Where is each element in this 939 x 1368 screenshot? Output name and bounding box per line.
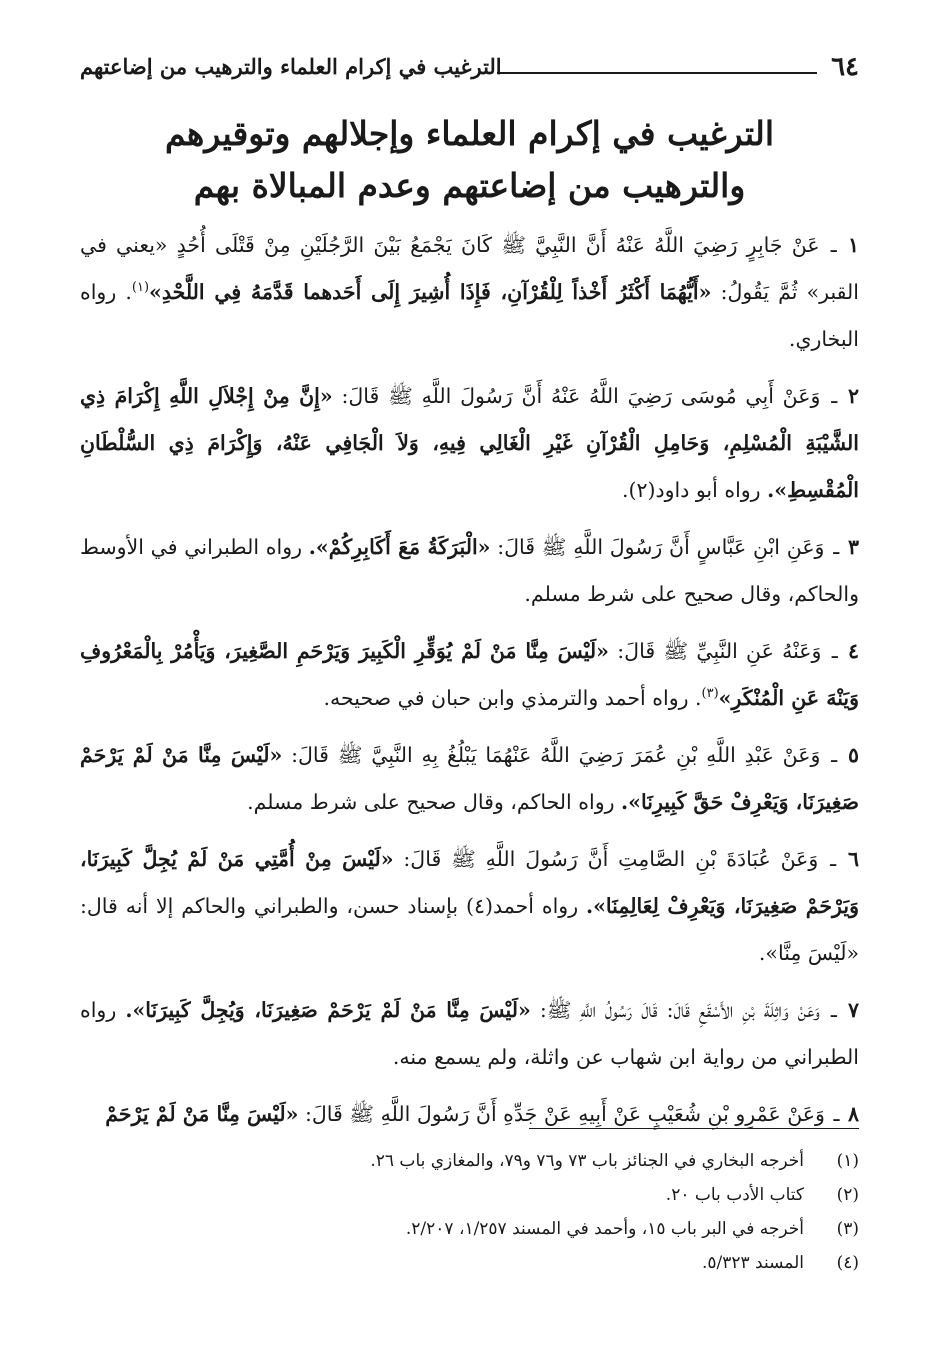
hadith-source: رواه أبو داود(٢).: [621, 478, 761, 502]
hadith-number: ٨: [847, 1102, 859, 1126]
hadith-quote: «لَيْسَ مِنَّا مَنْ لَمْ يَرْحَمْ صَغِيرَنَا، وَيُجِلَّ كَبِيرَنَا».: [125, 998, 531, 1022]
footnote-text: كتاب الأدب باب ٢٠.: [665, 1185, 804, 1205]
page-number: ٦٤: [831, 52, 859, 82]
footnote-3: [239, 1212, 859, 1246]
hadith-number: ٦: [847, 847, 859, 871]
hadith-1: ١ ـ عَنْ جَابِرٍ رَضِيَ اللَّهُ عَنْهُ أَنَّ النَّبِيَّ ﷺ كَانَ يَجْمَعُ بَيْنَ الرَّجُلَيْنِ مِنْ قَتْلَى أُحُدٍ «يعني في القبر» ثُمَّ يَقُولُ: «أَيُّهُمَا أَكْثَرُ أَخْذاً لِلْقُرْآنِ، فَإِذَا أُشِيرَ إِلَى أَحَدهما قَدَّمَهُ فِي اللَّحْدِ»$^{(١)}$. رواه البخاري.: [80, 233, 859, 351]
footnote-rule: [529, 1128, 859, 1129]
hadith-number: ٤: [847, 639, 859, 663]
footnote-number: (١): [836, 1151, 859, 1171]
footnote-ref: (٣): [701, 686, 719, 702]
footnote-number: (٢): [836, 1185, 859, 1205]
footnote-ref: (١): [131, 280, 150, 296]
hadith-source: رواه الطبراني من رواية ابن شهاب عن واثلة، ولم يسمع منه.: [80, 998, 859, 1069]
hadith-number: ٣: [847, 535, 859, 559]
footnote-4: [239, 1246, 859, 1280]
hadith-narration: عَنْ جَابِرٍ رَضِيَ اللَّهُ عَنْهُ أَنَّ النَّبِيَّ ﷺ كَانَ يَجْمَعُ بَيْنَ الرَّجُلَيْنِ مِنْ قَتْلَى أُحُدٍ «يعني في القبر» ثُمَّ يَقُولُ:: [80, 233, 859, 304]
footnote-number: (٤): [836, 1253, 859, 1273]
hadith-quote: «لَيْسَ مِنَّا مَنْ لَمْ يَرْحَمْ: [105, 1102, 299, 1126]
chapter-title: [80, 108, 859, 212]
hadith-source: . رواه أحمد والترمذي وابن حبان في صحيحه.: [323, 686, 702, 710]
hadith-2: ٢ ـ وَعَنْ أَبِي مُوسَى رَضِيَ اللَّهُ عَنْهُ أَنَّ رَسُولَ اللَّهِ ﷺ قَالَ: «إِنَّ مِنْ إِجْلاَلِ اللَّهِ إِكْرَامَ ذِي الشَّيْبَةِ الْمُسْلِمِ، وَحَامِلِ الْقُرْآنِ غَيْرِ الْغَالِي فِيهِ، وَلاَ الْجَافِي عَنْهُ، وَإِكْرَامَ ذِي السُّلْطَانِ الْمُقْسِطِ». رواه أبو داود(٢).: [80, 384, 859, 502]
footnote-1: [239, 1144, 859, 1178]
hadith-number: ٧: [847, 998, 859, 1022]
hadith-4: ٤ ـ وَعَنْهُ عَنِ النَّبِيِّ ﷺ قَالَ: «لَيْسَ مِنَّا مَنْ لَمْ يُوَقِّرِ الْكَبِيرَ وَيَرْحَمِ الصَّغِيرَ، وَيَأْمُرْ بِالْمَعْرُوفِ وَيَنْهَ عَنِ الْمُنْكَرِ»$^{(٣)}$. رواه أحمد والترمذي وابن حبان في صحيحه.: [80, 639, 859, 710]
footnote-text: أخرجه في البر باب ١٥، وأحمد في المسند ١/٢٥٧، ٢/٢٠٧.: [405, 1219, 804, 1239]
footnote-2: [239, 1178, 859, 1212]
running-header: [80, 52, 859, 90]
hadith-quote: «الْبَرَكَةُ مَعَ أَكَابِرِكُمْ».: [308, 535, 491, 559]
hadith-quote: «لَيْسَ مِنْ أُمَّتِي مَنْ لَمْ يُجِلَّ كَبِيرَنَا، وَيَرْحَمْ صَغِيرَنَا، وَيَعْرِفْ لِعَالِمِنَا».: [80, 847, 859, 918]
hadith-8: ٨ ـ وَعَنْ عَمْرِو بْنِ شُعَيْبٍ عَنْ أَبِيهِ عَنْ جَدِّهِ أَنَّ رَسُولَ اللَّهِ ﷺ قَالَ: «لَيْسَ مِنَّا مَنْ لَمْ يَرْحَمْ: [105, 1102, 859, 1126]
hadith-list: [80, 222, 859, 1148]
hadith-number: ٥: [847, 743, 859, 767]
hadith-quote: «لَيْسَ مِنَّا مَنْ لَمْ يُوَقِّرِ الْكَبِيرَ وَيَرْحَمِ الصَّغِيرَ، وَيَأْمُرْ بِالْمَعْرُوفِ وَيَنْهَ عَنِ الْمُنْكَرِ»: [80, 639, 859, 710]
running-title: الترغيب في إكرام العلماء والترهيب من إضاعتهم: [80, 54, 502, 79]
footnote-text: المسند ٥/٣٢٣.: [701, 1253, 804, 1273]
hadith-5: ٥ ـ وَعَنْ عَبْدِ اللَّهِ بْنِ عُمَرَ رَضِيَ اللَّهُ عَنْهُمَا يَبْلُغُ بِهِ النَّبِيَّ ﷺ قَالَ: «لَيْسَ مِنَّا مَنْ لَمْ يَرْحَمْ صَغِيرَنَا، وَيَعْرِفْ حَقَّ كَبِيرِنَا». رواه الحاكم، وقال صحيح على شرط مسلم.: [80, 743, 859, 814]
header-rule: [497, 72, 817, 74]
hadith-narration: وَعَنْ وَاثِلَةَ بْنِ الأَسْقَعِ قَالَ: قَالَ رَسُولُ اللَّهِ ﷺ:: [539, 998, 820, 1022]
hadith-3: ٣ ـ وَعَنِ ابْنِ عَبَّاسٍ أَنَّ رَسُولَ اللَّهِ ﷺ قَالَ: «الْبَرَكَةُ مَعَ أَكَابِرِكُمْ». رواه الطبراني في الأوسط والحاكم، وقال صحيح على شرط مسلم.: [80, 535, 859, 606]
hadith-6: ٦ ـ وَعَنْ عُبَادَةَ بْنِ الصَّامِتِ أَنَّ رَسُولَ اللَّهِ ﷺ قَالَ: «لَيْسَ مِنْ أُمَّتِي مَنْ لَمْ يُجِلَّ كَبِيرَنَا، وَيَرْحَمْ صَغِيرَنَا، وَيَعْرِفْ لِعَالِمِنَا». رواه أحمد(٤) بإسناد حسن، والطبراني والحاكم إلا أنه قال: «لَيْسَ مِنَّا».: [80, 847, 859, 965]
hadith-narration: وَعَنْهُ عَنِ النَّبِيِّ ﷺ قَالَ:: [617, 639, 822, 663]
hadith-narration: وَعَنْ عَمْرِو بْنِ شُعَيْبٍ عَنْ أَبِيهِ عَنْ جَدِّهِ أَنَّ رَسُولَ اللَّهِ ﷺ قَالَ:: [304, 1102, 825, 1126]
hadith-source: رواه أحمد(٤) بإسناد حسن، والطبراني والحاكم إلا أنه قال: «لَيْسَ مِنَّا».: [80, 894, 859, 965]
hadith-quote: «إِنَّ مِنْ إِجْلاَلِ اللَّهِ إِكْرَامَ ذِي الشَّيْبَةِ الْمُسْلِمِ، وَحَامِلِ الْقُرْآنِ غَيْرِ الْغَالِي فِيهِ، وَلاَ الْجَافِي عَنْهُ، وَإِكْرَامَ ذِي السُّلْطَانِ الْمُقْسِطِ».: [80, 384, 859, 502]
hadith-source: رواه الحاكم، وقال صحيح على شرط مسلم.: [247, 790, 615, 814]
hadith-quote: «أَيُّهُمَا أَكْثَرُ أَخْذاً لِلْقُرْآنِ، فَإِذَا أُشِيرَ إِلَى أَحَدهما قَدَّمَهُ فِي اللَّحْدِ»: [149, 280, 712, 304]
hadith-narration: وَعَنْ عَبْدِ اللَّهِ بْنِ عُمَرَ رَضِيَ اللَّهُ عَنْهُمَا يَبْلُغُ بِهِ النَّبِيَّ ﷺ قَالَ:: [291, 743, 821, 767]
hadith-7: ٧ ـ وَعَنْ وَاثِلَةَ بْنِ الأَسْقَعِ قَالَ: قَالَ رَسُولُ اللَّهِ ﷺ: «لَيْسَ مِنَّا مَنْ لَمْ يَرْحَمْ صَغِيرَنَا، وَيُجِلَّ كَبِيرَنَا». رواه الطبراني من رواية ابن شهاب عن واثلة، ولم يسمع منه.: [80, 998, 859, 1069]
chapter-title-line-1: الترغيب في إكرام العلماء وإجلالهم وتوقيرهم: [164, 114, 775, 153]
hadith-narration: وَعَنِ ابْنِ عَبَّاسٍ أَنَّ رَسُولَ اللَّهِ ﷺ قَالَ:: [497, 535, 825, 559]
hadith-quote: «لَيْسَ مِنَّا مَنْ لَمْ يَرْحَمْ صَغِيرَنَا، وَيَعْرِفْ حَقَّ كَبِيرِنَا».: [80, 743, 859, 814]
hadith-source: رواه البخاري.: [80, 280, 859, 351]
footnote-text: أخرجه البخاري في الجنائز باب ٧٣ و٧٦ و٧٩، والمغازي باب ٢٦.: [370, 1151, 804, 1171]
hadith-source: رواه الطبراني في الأوسط والحاكم، وقال صحيح على شرط مسلم.: [80, 535, 859, 606]
hadith-number: ٢: [847, 384, 859, 408]
hadith-narration: وَعَنْ أَبِي مُوسَى رَضِيَ اللَّهُ عَنْهُ أَنَّ رَسُولَ اللَّهِ ﷺ قَالَ:: [341, 384, 821, 408]
chapter-title-line-2: والترهيب من إضاعتهم وعدم المبالاة بهم: [193, 166, 746, 205]
footnotes: [239, 1144, 859, 1280]
footnote-number: (٣): [836, 1219, 859, 1239]
hadith-number: ١: [847, 233, 859, 257]
hadith-narration: وَعَنْ عُبَادَةَ بْنِ الصَّامِتِ أَنَّ رَسُولَ اللَّهِ ﷺ قَالَ:: [403, 847, 819, 871]
